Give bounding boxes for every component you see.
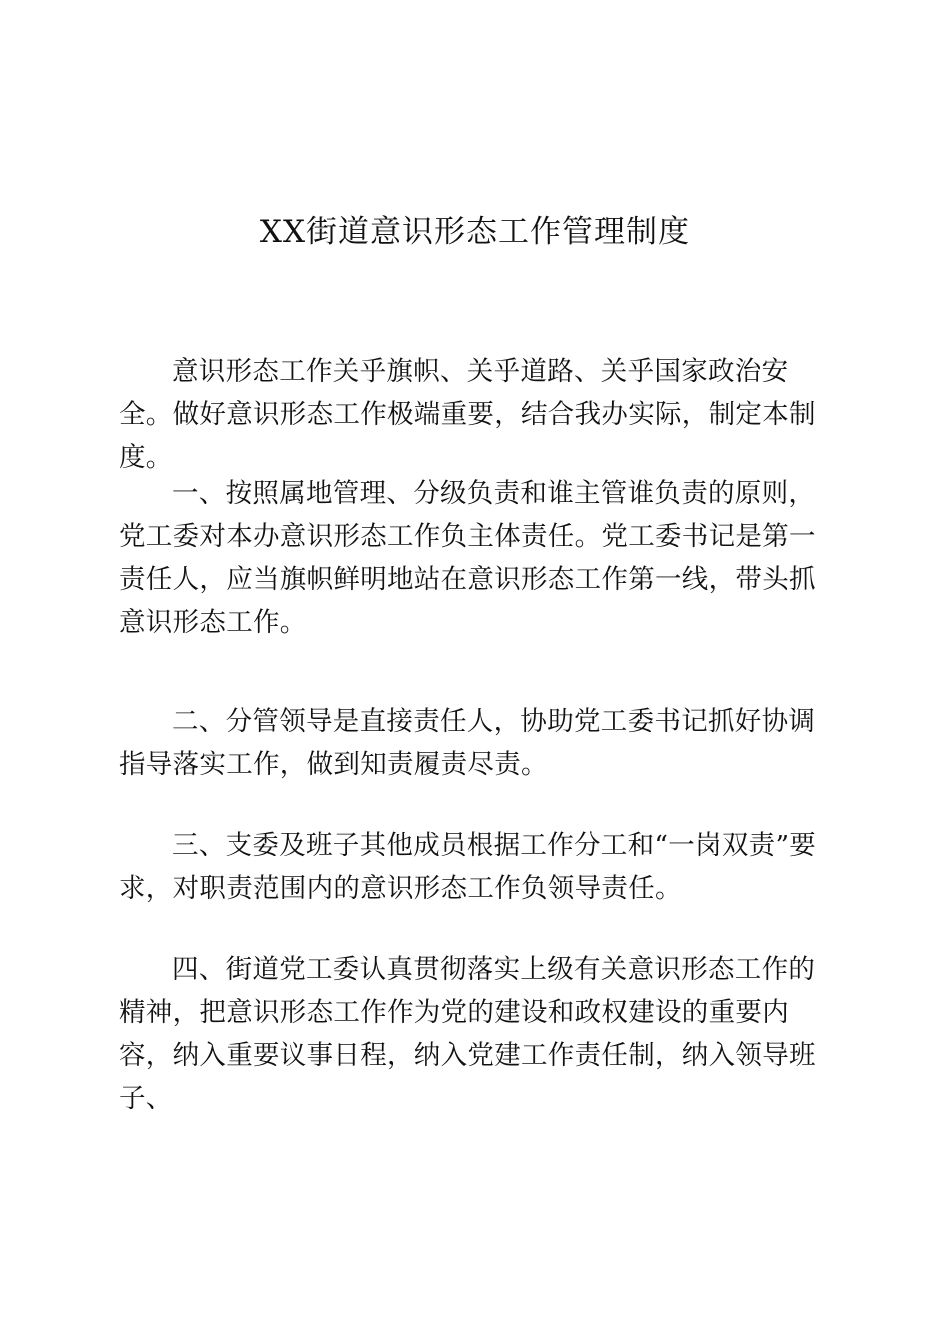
paragraph-intro: 意识形态工作关乎旗帜、关乎道路、关乎国家政治安全。做好意识形态工作极端重要，结合我办实际，制定本制度。 [119, 356, 816, 473]
paragraph-clause-2: 二、分管领导是直接责任人，协助党工委书记抓好协调指导落实工作，做到知责履责尽责。 [119, 706, 816, 780]
document-title: XX街道意识形态工作管理制度 [259, 214, 691, 250]
paragraph-clause-1: 一、按照属地管理、分级负责和谁主管谁负责的原则，党工委对本办意识形态工作负主体责任。党工委书记是第一责任人，应当旗帜鲜明地站在意识形态工作第一线，带头抓意识形态工作。 [119, 478, 816, 638]
paragraph-clause-3: 三、支委及班子其他成员根据工作分工和“一岗双责”要求，对职责范围内的意识形态工作负领导责任。 [119, 830, 817, 904]
paragraph-clause-4: 四、街道党工委认真贯彻落实上级有关意识形态工作的精神，把意识形态工作作为党的建设和政权建设的重要内容，纳入重要议事日程，纳入党建工作责任制，纳入领导班子、 [119, 954, 816, 1114]
